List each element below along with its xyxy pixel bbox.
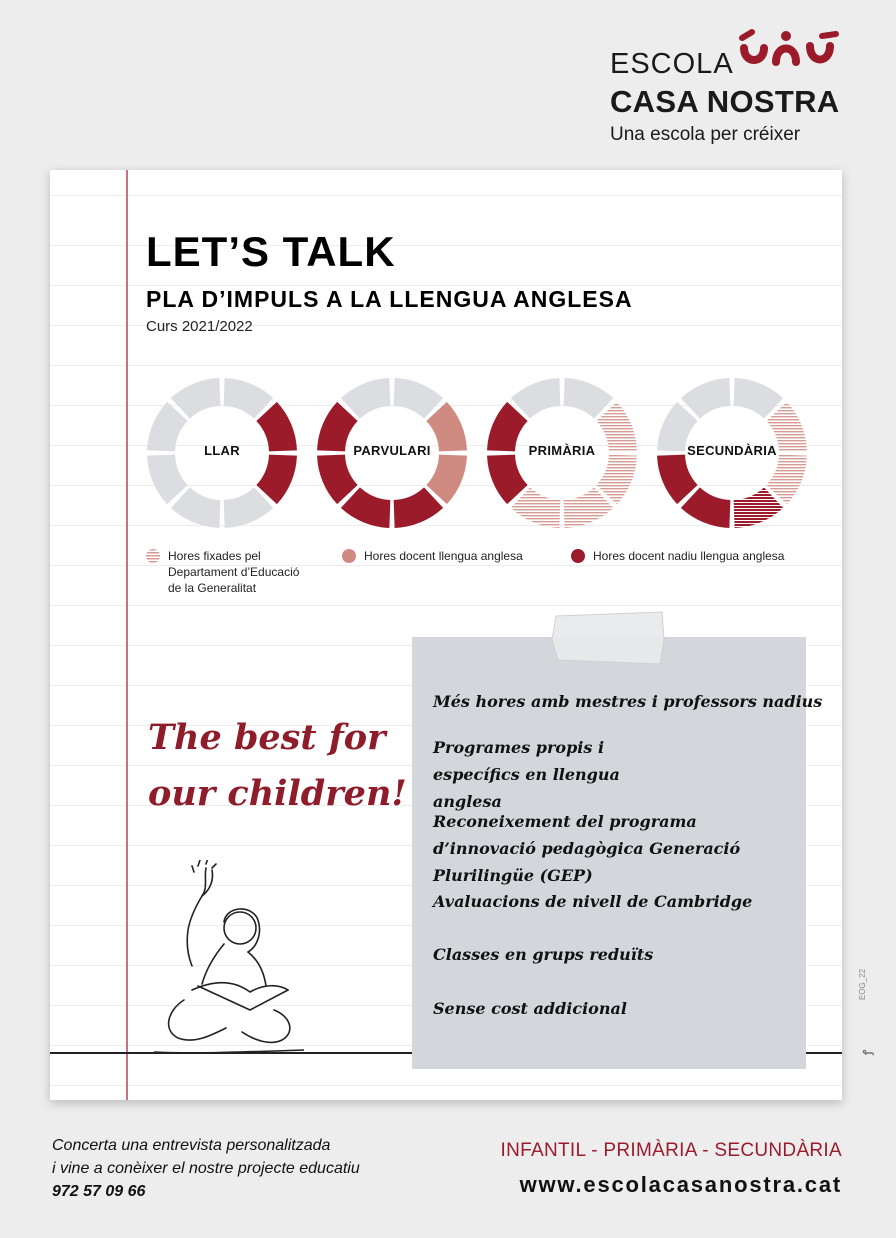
benefit-cambridge: Avaluacions de nivell de Cambridge: [433, 892, 753, 911]
logo-figures-icon: [736, 28, 848, 78]
benefit-native-teachers: Més hores amb mestres i professors nadius: [433, 692, 823, 711]
donut-label: LLAR: [204, 443, 240, 458]
school-logo: [608, 28, 848, 148]
legend-item-teacher-hours: [342, 548, 562, 564]
legend-label: Hores docent nadiu llengua anglesa: [593, 549, 785, 563]
flyer-title: LET’S TALK: [146, 228, 396, 275]
donut-llar: [146, 377, 298, 529]
logo-word-escola: ESCOLA: [610, 48, 734, 80]
donut-secundaria: [656, 377, 808, 529]
slogan-line-2: our children!: [148, 773, 407, 814]
legend-item-native-hours: [571, 548, 821, 564]
contact-info: [52, 1134, 360, 1203]
donut-label: SECUNDÀRIA: [687, 443, 777, 458]
print-code: EOG_22: [858, 968, 867, 1000]
flyer-sheet: [50, 170, 842, 1100]
legend-pink-swatch: [342, 549, 356, 563]
legend-red-swatch: [571, 549, 585, 563]
legend-label: Hores docent llengua anglesa: [364, 549, 523, 563]
printer-mark-icon: ꝭ: [862, 1049, 874, 1055]
benefit-own-programs: Programes propis i específics en llengua anglesa: [433, 738, 620, 811]
donut-parvulari: [316, 377, 468, 529]
contact-line-1: Concerta una entrevista personalitzada: [52, 1137, 331, 1154]
legend-hatch-swatch: [146, 549, 160, 563]
benefit-no-extra-cost: Sense cost addicional: [433, 999, 627, 1018]
legend-label: Hores fixades pel Departament d’Educació de la Generalitat: [168, 549, 300, 595]
school-year: Curs 2021/2022: [146, 318, 253, 335]
donut-label: PRIMÀRIA: [528, 443, 596, 458]
benefit-small-groups: Classes en grups reduïts: [433, 945, 654, 964]
tape-strip: [550, 610, 666, 666]
logo-school-name: CASA NOSTRA: [610, 84, 840, 119]
website-link[interactable]: www.escolacasanostra.cat: [519, 1172, 842, 1197]
notebook-margin-line: [126, 170, 128, 1100]
contact-line-2: i vine a conèixer el nostre projecte educatiu: [52, 1160, 360, 1177]
legend-item-fixed-hours: [146, 548, 316, 596]
donut-primaria: [486, 377, 638, 529]
child-reading-illustration: [154, 860, 304, 1060]
benefit-gep-recognition: Reconeixement del programa d’innovació pedagògica Generació Plurilingüe (GEP): [433, 812, 741, 885]
logo-tagline: Una escola per créixer: [610, 124, 801, 145]
flyer-subtitle: PLA D’IMPULS A LA LLENGUA ANGLESA: [146, 286, 633, 312]
phone-number[interactable]: 972 57 09 66: [52, 1183, 146, 1200]
slogan-line-1: The best for: [148, 717, 386, 758]
school-levels: INFANTIL - PRIMÀRIA - SECUNDÀRIA: [500, 1140, 842, 1161]
slogan: [148, 710, 407, 822]
donut-label: PARVULARI: [353, 443, 431, 458]
footer-right: [501, 1140, 842, 1198]
